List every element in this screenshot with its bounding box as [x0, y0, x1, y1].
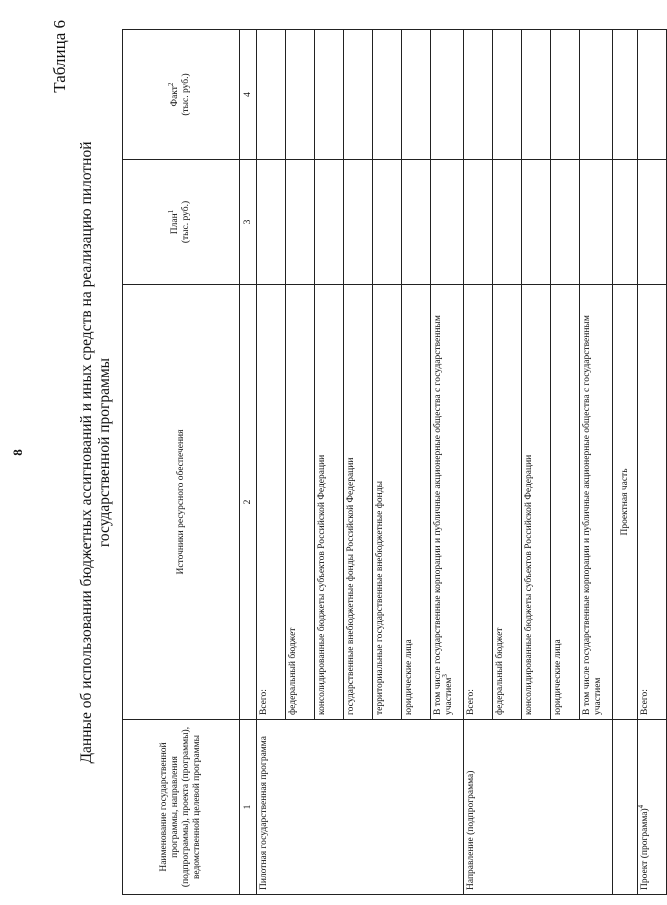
header-fact [123, 30, 240, 160]
direction-row-total [464, 30, 493, 895]
direction-total-plan [464, 160, 493, 285]
header-sources: Источники ресурсного обеспечения [123, 285, 240, 720]
project-section-plan [613, 160, 638, 285]
document-title-line-1: Данные об использовании бюджетных ассигнований и иных средств на реализацию пилотной [78, 141, 95, 764]
pilot-total-fact [257, 30, 286, 160]
pilot-corporations-text: В том числе государственные корпорации и публичные акционерные общества с государственным участием [433, 315, 454, 715]
direction-federal-label: федеральный бюджет [493, 285, 522, 720]
column-number-2: 2 [240, 285, 257, 720]
column-number-row [240, 30, 257, 895]
pilot-state-funds-fact [344, 30, 373, 160]
header-row [123, 30, 240, 895]
header-fact-label: Факт [170, 86, 180, 107]
column-number-4: 4 [240, 30, 257, 160]
budget-table [122, 29, 667, 895]
project-row [638, 30, 667, 895]
direction-legal-plan [551, 160, 580, 285]
pilot-legal-label: юридические лица [402, 285, 431, 720]
document-title-line-2: государственной программы [96, 357, 113, 548]
project-section-label: Проектная часть [613, 285, 638, 720]
document-title [78, 0, 114, 905]
table-label: Таблица 6 [50, 20, 69, 93]
direction-corporations-fact [580, 30, 613, 160]
pilot-corporations-plan [431, 160, 464, 285]
pilot-federal-plan [286, 160, 315, 285]
project-section-row [613, 30, 638, 895]
project-total-plan [638, 160, 667, 285]
header-plan-unit: (тыс. руб.) [181, 200, 191, 244]
pilot-state-funds-plan [344, 160, 373, 285]
pilot-territorial-funds-fact [373, 30, 402, 160]
header-program-name: Наименование государственной программы, направления (подпрограммы), проекта (программы), ведомственной целевой программы [123, 720, 240, 895]
pilot-regional-plan [315, 160, 344, 285]
direction-corporations-label: В том числе государственные корпорации и публичные акционерные общества с государственным участием [580, 285, 613, 720]
direction-federal-fact [493, 30, 522, 160]
pilot-program-label: Пилотная государственная программа [257, 720, 464, 895]
pilot-row-total [257, 30, 286, 895]
pilot-legal-plan [402, 160, 431, 285]
direction-regional-plan [522, 160, 551, 285]
column-number-3: 3 [240, 160, 257, 285]
pilot-state-funds-label: государственные внебюджетные фонды Российской Федерации [344, 285, 373, 720]
direction-corporations-plan [580, 160, 613, 285]
pilot-legal-fact [402, 30, 431, 160]
direction-regional-label: консолидированные бюджеты субъектов Российской Федерации [522, 285, 551, 720]
pilot-territorial-funds-label: территориальные государственные внебюджетные фонды [373, 285, 402, 720]
pilot-territorial-funds-plan [373, 160, 402, 285]
header-plan [123, 160, 240, 285]
pilot-federal-fact [286, 30, 315, 160]
direction-legal-label: юридические лица [551, 285, 580, 720]
pilot-total-plan [257, 160, 286, 285]
header-plan-label: План [170, 213, 180, 235]
header-plan-footnote: 1 [166, 209, 175, 214]
direction-total-fact [464, 30, 493, 160]
direction-legal-fact [551, 30, 580, 160]
column-number-1: 1 [240, 720, 257, 895]
project-label-text: Проект (программа) [640, 808, 650, 890]
page-number: 8 [10, 449, 25, 456]
project-label-footnote: 4 [636, 804, 645, 809]
project-total-label: Всего: [638, 285, 667, 720]
pilot-corporations-fact [431, 30, 464, 160]
project-label [638, 720, 667, 895]
pilot-federal-label: федеральный бюджет [286, 285, 315, 720]
pilot-total-label: Всего: [257, 285, 286, 720]
direction-label: Направление (подпрограмма) [464, 720, 613, 895]
direction-federal-plan [493, 160, 522, 285]
project-section-fact [613, 30, 638, 160]
direction-total-label: Всего: [464, 285, 493, 720]
project-total-fact [638, 30, 667, 160]
pilot-regional-label: консолидированные бюджеты субъектов Российской Федерации [315, 285, 344, 720]
header-fact-unit: (тыс. руб.) [181, 73, 191, 116]
pilot-regional-fact [315, 30, 344, 160]
pilot-corporations-label [431, 285, 464, 720]
direction-regional-fact [522, 30, 551, 160]
project-section-empty [613, 720, 638, 895]
pilot-corporations-footnote: 3 [440, 674, 449, 678]
header-fact-footnote: 2 [166, 82, 175, 87]
